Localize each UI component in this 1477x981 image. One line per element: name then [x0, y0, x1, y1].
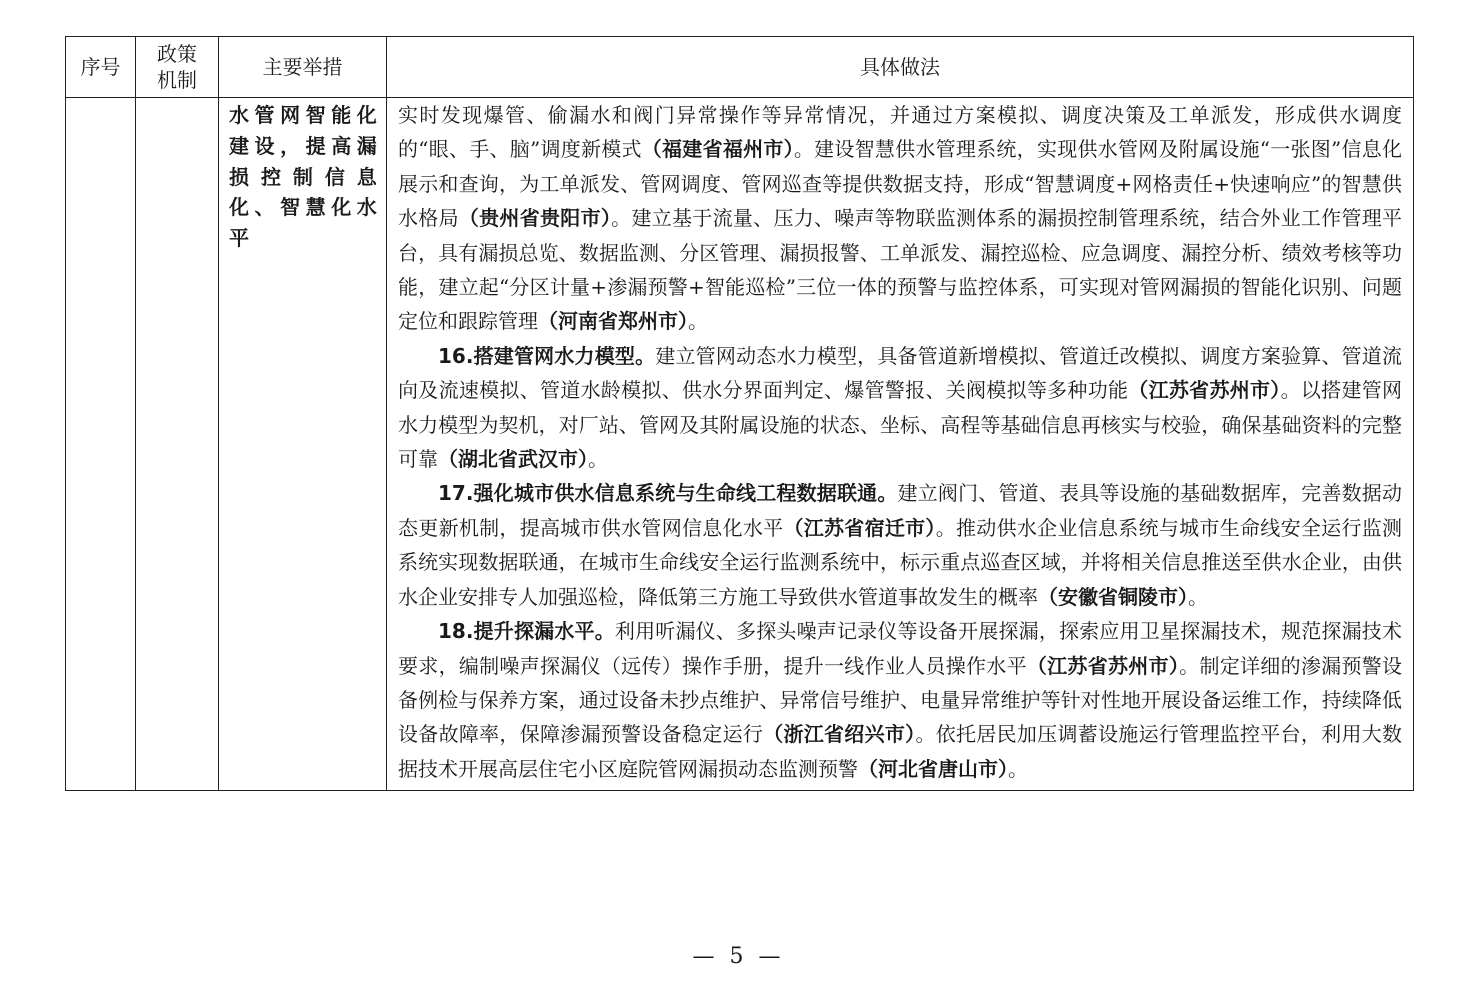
bold-text-segment: （浙江省绍兴市） — [763, 722, 916, 747]
text-segment: 。 — [588, 447, 608, 472]
bold-text-segment: （贵州省贵阳市） — [458, 206, 612, 231]
text-segment: 。依托居民加压调蓄设施运行管理监控平台，利用大数据技术开展高层住宅小区庭院管网漏损动态监测预警 — [398, 722, 1403, 781]
bold-text-segment: （江苏省苏州市） — [1128, 378, 1281, 403]
bold-text-segment: （江苏省宿迁市） — [783, 515, 936, 540]
measures-table — [65, 36, 1414, 791]
bold-text-segment: （湖北省武汉市） — [438, 447, 588, 472]
text-segment: 利用听漏仪、多探头噪声记录仪等设备开展探漏，探索应用卫星探漏技术，规范探漏技术要求，编制噪声探漏仪（远传）操作手册，提升一线作业人员操作水平 — [398, 619, 1402, 678]
detail-paragraph — [398, 476, 1402, 614]
header-index: 序号 — [66, 37, 136, 98]
text-segment: 。 — [688, 309, 708, 334]
header-measure: 主要举措 — [219, 37, 387, 98]
detail-paragraphs — [398, 98, 1402, 786]
text-segment: 。推动供水企业信息系统与城市生命线安全运行监测系统实现数据联通，在城市生命线安全运行监测系统中，标示重点巡查区域，并将相关信息推送至供水企业，由供水企业安排专人加强巡检，降低第三方施工导致供水管道事故发生的概率 — [398, 515, 1403, 609]
table-header-row — [66, 37, 1414, 98]
bold-text-segment: （河北省唐山市） — [858, 756, 1008, 781]
text-segment: 。 — [1188, 584, 1208, 609]
text-segment: 建立管网动态水力模型，具备管道新增模拟、管道迁改模拟、调度方案验算、管道流向及流速模拟、管道水龄模拟、供水分界面判定、爆管警报、关阀模拟等多种功能 — [398, 343, 1402, 403]
cell-detail — [387, 98, 1414, 791]
bold-text-segment: （河南省郑州市） — [538, 309, 688, 334]
header-detail: 具体做法 — [387, 37, 1414, 98]
text-segment: 。以搭建管网水力模型为契机，对厂站、管网及其附属设施的状态、坐标、高程等基础信息再核实与校验，确保基础资料的完整可靠 — [398, 378, 1403, 472]
text-segment: 。建立基于流量、压力、噪声等物联监测体系的漏损控制管理系统，结合外业工作管理平台，具有漏损总览、数据监测、分区管理、漏损报警、工单派发、漏控巡检、应急调度、漏控分析、绩效考核等功能，建立起“分区计量+渗漏预警+智能巡检”三位一体的预警与监控体系，可实现对管网漏损的智能化识别、问题定位和跟踪管理 — [398, 206, 1403, 334]
bold-text-segment: 16.搭建管网水力模型。 — [438, 343, 656, 368]
text-segment: 。 — [1008, 756, 1028, 781]
bold-text-segment: （安徽省铜陵市） — [1038, 584, 1188, 609]
table-row — [66, 98, 1414, 791]
cell-main-measure: 水管网智能化建设，提高漏损控制信息化、智慧化水平 — [219, 98, 387, 791]
cell-policy — [136, 98, 219, 791]
cell-index — [66, 98, 136, 791]
bold-text-segment: 18.提升探漏水平。 — [438, 619, 615, 644]
header-policy: 政策机制 — [136, 37, 219, 98]
text-segment: 实时发现爆管、偷漏水和阀门异常操作等异常情况，并通过方案模拟、调度决策及工单派发，形成供水调度的“眼、手、脑”调度新模式 — [398, 103, 1402, 162]
bold-text-segment: （福建省福州市） — [641, 137, 794, 162]
detail-paragraph — [398, 339, 1402, 477]
bold-text-segment: （江苏省苏州市） — [1026, 653, 1180, 678]
text-segment: 。制定详细的渗漏预警设备例检与保养方案，通过设备未抄点维护、异常信号维护、电量异常维护等针对性地开展设备运维工作，持续降低设备故障率，保障渗漏预警设备稳定运行 — [398, 653, 1403, 747]
detail-paragraph — [398, 614, 1402, 786]
text-segment: 。建设智慧供水管理系统，实现供水管网及附属设施“一张图”信息化展示和查询，为工单派发、管网调度、管网巡查等提供数据支持，形成“智慧调度+网格责任+快速响应”的智慧供水格局 — [398, 137, 1403, 231]
bold-text-segment: 17.强化城市供水信息系统与生命线工程数据联通。 — [438, 481, 898, 506]
detail-paragraph — [398, 98, 1402, 339]
page-number: — 5 — — [692, 944, 785, 969]
text-segment: 建立阀门、管道、表具等设施的基础数据库，完善数据动态更新机制，提高城市供水管网信息化水平 — [398, 481, 1402, 540]
